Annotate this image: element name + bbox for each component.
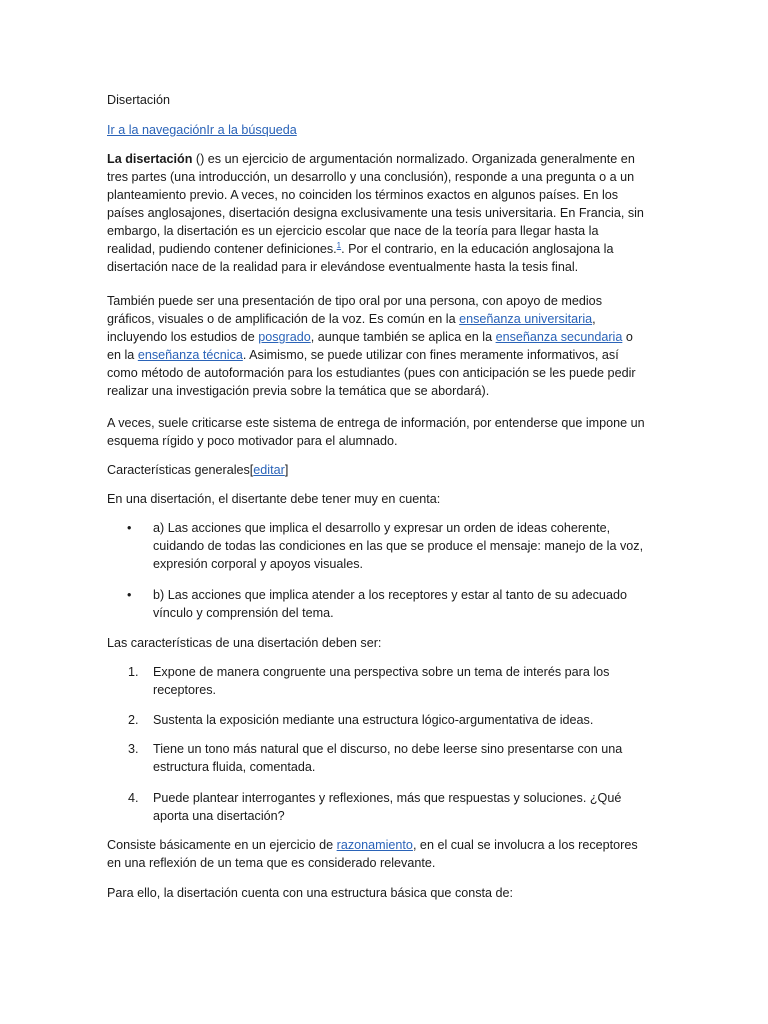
skip-to-search-link[interactable]: Ir a la búsqueda (206, 123, 297, 137)
section-heading (107, 461, 647, 479)
paragraph-text: , aunque también se aplica en la (310, 330, 496, 344)
section-heading-text: Características generales (107, 463, 250, 477)
bullet-list (107, 586, 647, 622)
characteristics-intro-paragraph: Las características de una disertación deben ser: (107, 636, 382, 650)
numbered-list (107, 789, 647, 825)
link-ensenanza-universitaria[interactable]: enseñanza universitaria (459, 312, 593, 326)
bracket: [ (249, 463, 254, 477)
paragraph-text: , en el cual se involucra a los receptores en una reflexión de un tema que es considerado relevante. (107, 838, 638, 870)
intro-bold-term: La disertación (107, 152, 193, 166)
paragraph-text: También puede ser una presentación de tipo oral por una persona, con apoyo de medios gráficos, visuales o de amplificación de la voz. Es común en la (107, 294, 602, 326)
reference-link[interactable]: 1 (336, 240, 342, 250)
list-item (107, 519, 647, 573)
numbered-list (107, 711, 647, 729)
structure-intro-paragraph: Para ello, la disertación cuenta con una estructura básica que consta de: (107, 886, 514, 900)
link-posgrado[interactable]: posgrado (258, 330, 311, 344)
edit-section-link[interactable]: editar (253, 463, 285, 477)
list-number: 4. (128, 791, 139, 805)
criticism-paragraph: A veces, suele criticarse este sistema de entrega de información, por entenderse que impone un esquema rígido y poco motivador para el alumnado. (107, 416, 645, 448)
list-item-text: Puede plantear interrogantes y reflexiones, más que respuestas y soluciones. ¿Qué aporta una disertación? (153, 791, 622, 823)
numbered-list (107, 740, 647, 776)
intro-text: () es un ejercicio de argumentación normalizado. Organizada generalmente en tres partes (una introducción, un desarrollo y una conclusión), responde a una pregunta o a un planteamiento previo. A veces, no coinciden los términos exactos en algunos países. En los países anglosajones, disertación designa exclusivamente una tesis universitaria. En Francia, sin embargo, la disertación es un ejercicio escolar que nace de la teoría para llegar hasta la realidad, pudiendo contener definiciones. (107, 152, 644, 256)
paragraph-text: Consiste básicamente en un ejercicio de (107, 838, 337, 852)
disertante-intro-paragraph: En una disertación, el disertante debe tener muy en cuenta: (107, 492, 441, 506)
list-item-text: a) Las acciones que implica el desarrollo y expresar un orden de ideas coherente, cuidando de todas las condiciones en las que se produce el mensaje: manejo de la voz, expresión corporal y apoyos visuales. (153, 521, 644, 571)
list-item-text: Sustenta la exposición mediante una estructura lógico-argumentativa de ideas. (153, 713, 594, 727)
paragraph-text: . Asimismo, se puede utilizar con fines meramente informativos, así como método de autoformación para los estudiantes (pues con anticipación se les puede pedir realizar una investigación previa sobre la temática que se abordará). (107, 348, 636, 398)
list-item (107, 789, 647, 825)
bullet-list (107, 519, 647, 573)
link-razonamiento[interactable]: razonamiento (336, 838, 413, 852)
list-item-text: Expone de manera congruente una perspectiva sobre un tema de interés para los receptores. (153, 665, 610, 697)
list-item (107, 663, 647, 699)
list-item (107, 740, 647, 776)
list-number: 2. (128, 713, 139, 727)
list-number: 3. (128, 742, 139, 756)
intro-paragraph (107, 150, 647, 276)
bullet-marker: • (127, 521, 132, 535)
skip-to-navigation-link[interactable]: Ir a la navegación (107, 123, 207, 137)
list-item-text: Tiene un tono más natural que el discurso, no debe leerse sino presentarse con una estructura fluida, comentada. (153, 742, 623, 774)
reasoning-paragraph (107, 836, 647, 872)
skip-links (107, 121, 647, 139)
bracket: ] (284, 463, 289, 477)
list-number: 1. (128, 665, 139, 679)
numbered-list (107, 663, 647, 699)
document-title: Disertación (107, 93, 170, 107)
bullet-marker: • (127, 588, 132, 602)
list-item (107, 586, 647, 622)
list-item (107, 711, 647, 729)
intro-text-continued: . Por el contrario, en la educación anglosajona la disertación nace de la realidad para ir elevándose eventualmente hasta la tesis final. (107, 242, 614, 274)
paragraph-text: , incluyendo los estudios de (107, 312, 596, 344)
list-item-text: b) Las acciones que implica atender a los receptores y estar al tanto de su adecuado vínculo y comprensión del tema. (153, 588, 627, 620)
link-ensenanza-secundaria[interactable]: enseñanza secundaria (495, 330, 623, 344)
paragraph-text: o en la (107, 330, 633, 362)
link-ensenanza-tecnica[interactable]: enseñanza técnica (137, 348, 243, 362)
oral-presentation-paragraph (107, 292, 647, 400)
